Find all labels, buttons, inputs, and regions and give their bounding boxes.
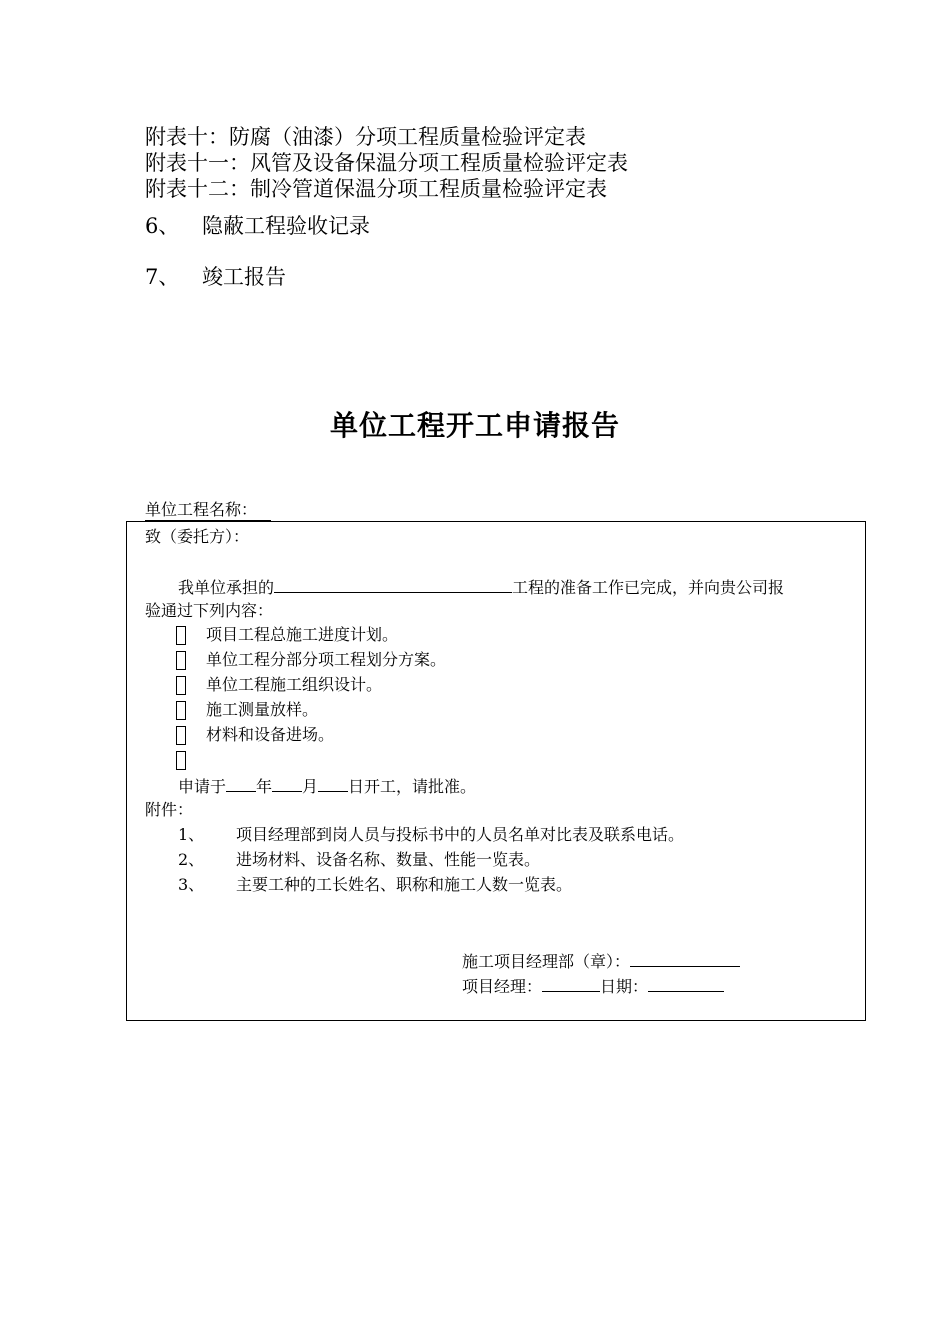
- year-blank[interactable]: [226, 775, 256, 792]
- apply-date-line: [178, 775, 476, 797]
- apply-prefix: 申请于: [178, 777, 227, 796]
- unit-name-label: 单位工程名称：: [145, 500, 271, 521]
- signature-dept-line: [462, 950, 740, 972]
- date-blank[interactable]: [648, 975, 724, 992]
- numbered-item-7-text: 竣工报告: [202, 265, 286, 289]
- attachment-text: 项目经理部到岗人员与投标书中的人员名单对比表及联系电话。: [236, 825, 685, 844]
- year-label: 年: [256, 777, 273, 796]
- checklist-item: [176, 675, 382, 695]
- checklist-item: [176, 750, 206, 770]
- appendix-line-10: 附表十：防腐（油漆）分项工程质量检验评定表: [145, 125, 586, 149]
- intro-line-2: 验通过下列内容：: [145, 601, 274, 620]
- checklist-label: 单位工程分部分项工程划分方案。: [206, 650, 447, 669]
- intro-prefix: 我单位承担的: [178, 578, 275, 597]
- project-name-blank[interactable]: [274, 576, 512, 593]
- day-blank[interactable]: [318, 775, 348, 792]
- checkbox[interactable]: [176, 751, 186, 770]
- checklist-item: [176, 700, 318, 720]
- appendix-line-11: 附表十一：风管及设备保温分项工程质量检验评定表: [145, 151, 628, 175]
- checklist-label: 施工测量放样。: [206, 700, 319, 719]
- signature-manager-line: [462, 975, 724, 997]
- date-label: 日期：: [600, 977, 649, 996]
- checkbox[interactable]: [176, 626, 186, 645]
- checkbox[interactable]: [176, 651, 186, 670]
- checklist-label: 项目工程总施工进度计划。: [206, 625, 399, 644]
- attachment-number: 2、: [178, 850, 205, 869]
- attachment-number: 1、: [178, 825, 205, 844]
- checkbox[interactable]: [176, 726, 186, 745]
- report-title: 单位工程开工申请报告: [329, 409, 620, 442]
- month-blank[interactable]: [272, 775, 302, 792]
- numbered-item-6-number: 6、: [145, 214, 180, 238]
- attachments-label: 附件：: [145, 800, 194, 819]
- attachment-number: 3、: [178, 875, 205, 894]
- appendix-line-12: 附表十二：制冷管道保温分项工程质量检验评定表: [145, 177, 607, 201]
- checklist-item: [176, 725, 334, 745]
- to-client-line: 致（委托方）：: [145, 527, 250, 546]
- checklist-label: 材料和设备进场。: [206, 725, 335, 744]
- checklist-item: [176, 650, 446, 670]
- checklist-label: 单位工程施工组织设计。: [206, 675, 383, 694]
- attachment-text: 主要工种的工长姓名、职称和施工人数一览表。: [236, 875, 573, 894]
- checkbox[interactable]: [176, 676, 186, 695]
- manager-label: 项目经理：: [462, 977, 543, 996]
- manager-blank[interactable]: [542, 975, 600, 992]
- month-label: 月: [302, 777, 319, 796]
- checkbox[interactable]: [176, 701, 186, 720]
- numbered-item-7-number: 7、: [145, 265, 180, 289]
- numbered-item-6-text: 隐蔽工程验收记录: [202, 214, 370, 238]
- checklist-item: [176, 625, 398, 645]
- intro-line: [178, 576, 784, 598]
- attachment-text: 进场材料、设备名称、数量、性能一览表。: [236, 850, 541, 869]
- dept-seal-blank[interactable]: [630, 950, 740, 967]
- day-suffix: 日开工，请批准。: [348, 777, 477, 796]
- intro-suffix: 工程的准备工作已完成，并向贵公司报: [512, 578, 785, 597]
- signature-dept-label: 施工项目经理部（章）：: [462, 952, 631, 971]
